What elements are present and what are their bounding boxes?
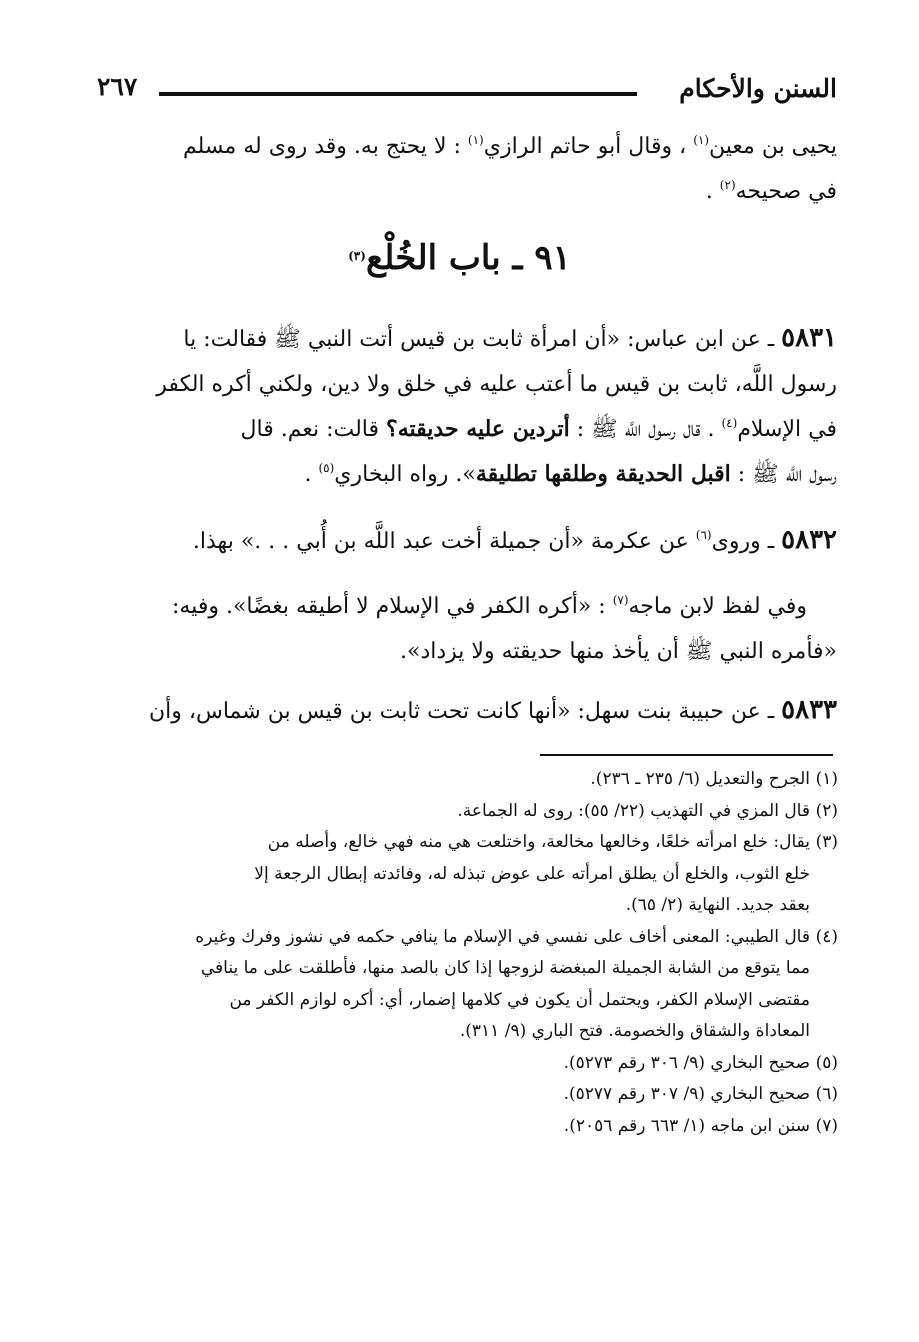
footnote-number: (٢): [815, 800, 838, 821]
text: في الإسلام: [737, 417, 837, 442]
chapter-heading: [0, 238, 919, 278]
footnote-ref: (١): [693, 133, 710, 147]
footnote-text: [103, 827, 810, 922]
text: .: [304, 462, 319, 487]
book-title: السنن والأحكام: [679, 74, 837, 103]
text: .: [705, 179, 720, 204]
ibn-majah-paragraph: [100, 584, 837, 674]
footnote-ref: (٢): [719, 178, 736, 192]
footnote-ref: (٧): [612, 593, 629, 607]
hadith-5832-line-1: [100, 518, 837, 564]
hadith-5831-line-3: [100, 407, 837, 452]
footnote-line: قال المزي في التهذيب (٢٢/ ٥٥): روى له الجماعة.: [457, 800, 810, 821]
footnote-text: [103, 922, 810, 1048]
footnote-line: يقال: خلع امرأته خلعًا، وخالعها مخالعة، واختلعت هي منه فهي خالع، وأصله من: [267, 832, 810, 852]
footnote-number: (٣): [815, 832, 838, 852]
footnote-number: (١): [815, 769, 838, 789]
footnote-line: مقتضى الإسلام الكفر، ويحتمل أن يكون في كلامها إضمار، أي: أكره لوازم الكفر من: [229, 989, 810, 1010]
footnote-number: (٧): [815, 1115, 838, 1136]
bold-text: اقبل الحديقة وطلقها تطليقة: [475, 461, 731, 487]
footnote-line: سنن ابن ماجه (١/ ٦٦٣ رقم ٢٠٥٦).: [563, 1115, 810, 1136]
text: وفي لفظ لابن ماجه: [628, 594, 807, 619]
footnote-2: [103, 796, 838, 828]
hadith-5831-line-1: [100, 316, 837, 362]
intro-paragraph: [100, 124, 837, 214]
page-number: ٢٦٧: [97, 72, 138, 101]
hadith-5832: [100, 518, 837, 564]
footnote-4: [103, 922, 838, 1048]
footnote-5: [103, 1048, 838, 1080]
intro-line-2: [100, 169, 837, 214]
footnote-text: [103, 796, 810, 828]
text: ». رواه البخاري: [334, 462, 476, 487]
footnote-line: خلع الثوب، والخلع أن يطلق امرأته على عوض تبذله له، وفائدته إبطال الرجعة إلا: [254, 863, 810, 884]
text: ـ وروى: [711, 529, 775, 554]
footnotes: [103, 764, 838, 1142]
footnote-text: [103, 1111, 810, 1143]
footnote-text: [103, 1048, 810, 1080]
footnote-line: الجرح والتعديل (٦/ ٢٣٥ ـ ٢٣٦).: [590, 769, 810, 789]
footnote-line: قال الطيبي: المعنى أخاف على نفسي في الإسلام ما ينافي حكمه في نشوز وفرك وغيره: [195, 926, 810, 947]
footnote-ref: (١): [467, 133, 484, 147]
text: . قال رسول اللَّه ﷺ :: [569, 417, 722, 442]
ibn-majah-line-1: [100, 584, 837, 629]
footnote-text: [103, 764, 810, 796]
footnote-line: صحيح البخاري (٩/ ٣٠٧ رقم ٥٢٧٧).: [563, 1084, 810, 1104]
text: في صحيحه: [735, 179, 837, 204]
chapter-title: ٩١ ـ باب الخُلْع: [365, 238, 571, 278]
footnote-6: [103, 1079, 838, 1111]
footnote-separator: [540, 754, 833, 756]
footnote-ref: (٤): [721, 416, 738, 430]
text: : لا يحتج به. وقد روى له مسلم: [182, 134, 468, 159]
hadith-5833: [100, 688, 837, 734]
footnote-1: [103, 764, 838, 796]
text: «فأمره النبي ﷺ أن يأخذ منها حديقته ولا يزداد».: [399, 639, 837, 664]
header-rule: [159, 92, 637, 96]
footnote-number: (٥): [815, 1052, 838, 1073]
hadith-5831-line-2: [100, 362, 837, 407]
text: ، وقال أبو حاتم الرازي: [483, 134, 694, 159]
footnote-ref: (٥): [318, 461, 335, 475]
footnote-number: (٦): [815, 1084, 838, 1104]
bold-text: أتردين عليه حديقته؟: [386, 416, 570, 442]
text: رسول اللَّه، ثابت بن قيس ما أعتب عليه في خلق ولا دين، ولكني أكره الكفر: [156, 372, 837, 397]
hadith-5833-line-1: [100, 688, 837, 734]
text: ـ عن ابن عباس: «أن امرأة ثابت بن قيس أتت النبي ﷺ فقالت: يا: [183, 327, 775, 352]
footnote-3: [103, 827, 838, 922]
text: يحيى بن معين: [709, 134, 837, 159]
running-header: [97, 72, 837, 112]
footnote-ref: (٦): [695, 528, 712, 542]
text: ـ عن حبيبة بنت سهل: «أنها كانت تحت ثابت بن قيس بن شماس، وأن: [149, 699, 775, 724]
footnote-line: صحيح البخاري (٩/ ٣٠٦ رقم ٥٢٧٣).: [563, 1052, 810, 1073]
footnote-line: بعقد جديد. النهاية (٢/ ٦٥).: [625, 895, 810, 915]
intro-line-1: [100, 124, 837, 169]
hadith-5831: [100, 316, 837, 497]
text: : «أكره الكفر في الإسلام لا أطيقه بغضًا». وفيه:: [172, 594, 613, 619]
footnote-line: المعاداة والشقاق والخصومة. فتح الباري (٩/ ٣١١).: [459, 1021, 810, 1041]
text: قالت: نعم. قال: [240, 417, 387, 442]
text: رسول اللَّه ﷺ :: [730, 462, 837, 487]
hadith-number: ٥٨٣٣: [781, 695, 837, 725]
text: عن عكرمة «أن جميلة أخت عبد اللَّه بن أُبي . . .» بهذا.: [192, 529, 696, 554]
footnote-line: مما يتوقع من الشابة الجميلة المبغضة لزوجها إذا كان بالصد منها، فأطلقت على ما ينافي: [200, 958, 810, 978]
hadith-number: ٥٨٣١: [781, 323, 837, 353]
footnote-number: (٤): [815, 926, 838, 947]
hadith-number: ٥٨٣٢: [781, 525, 837, 555]
footnote-ref: (٣): [348, 249, 366, 263]
ibn-majah-line-2: [100, 629, 837, 674]
hadith-5831-line-4: [100, 452, 837, 497]
footnote-7: [103, 1111, 838, 1143]
footnote-text: [103, 1079, 810, 1111]
